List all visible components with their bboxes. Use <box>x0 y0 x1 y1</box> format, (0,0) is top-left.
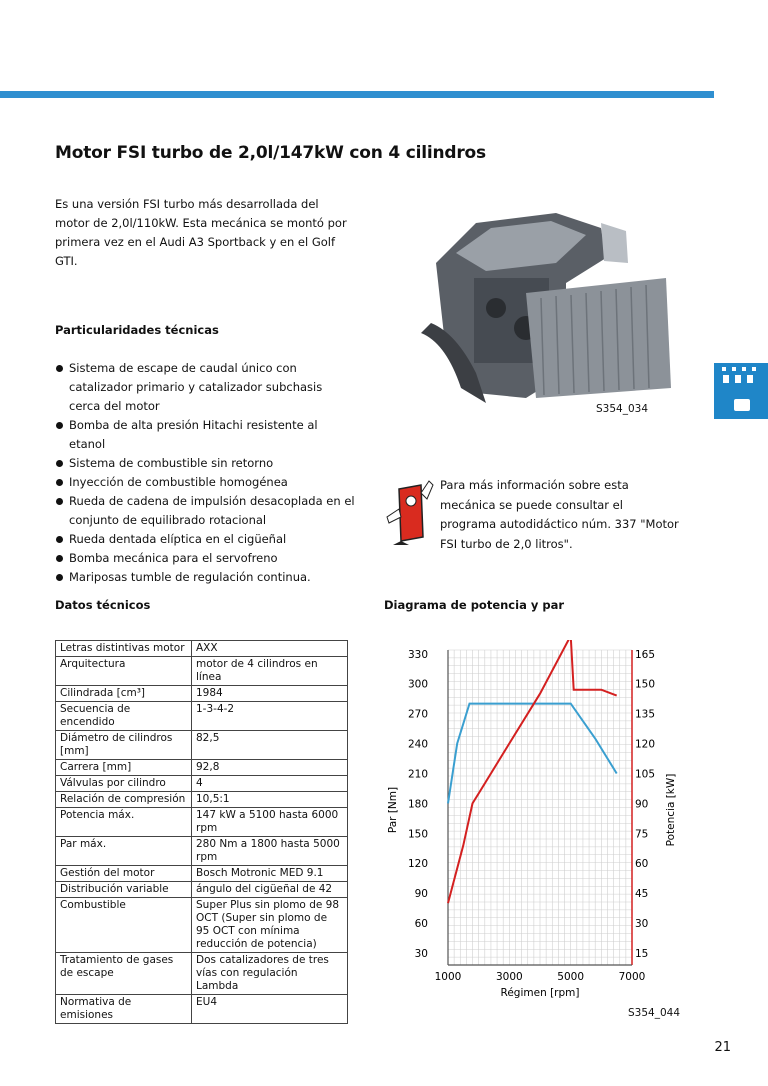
y2-tick-label: 45 <box>635 888 649 901</box>
list-item: Rueda dentada elíptica en el cigüeñal <box>55 530 355 549</box>
x-tick-label: 5000 <box>557 971 585 983</box>
y-tick-label: 180 <box>407 798 428 811</box>
y-tick-label: 60 <box>414 918 428 931</box>
section-tab <box>714 363 768 419</box>
y2-tick-label: 105 <box>635 768 656 781</box>
y2-axis-label: Potencia [kW] <box>665 773 677 847</box>
table-row: Secuencia de encendido 1-3-4-2 <box>56 702 348 731</box>
intro-paragraph: Es una versión FSI turbo más desarrollada del motor de 2,0l/110kW. Esta mecánica se montó por primera vez en el Audi A3 Sportback y en el Golf GTI. <box>55 197 347 268</box>
x-tick-label: 7000 <box>618 971 646 983</box>
list-item: Sistema de escape de caudal único con catalizador primario y catalizador subchasis cerca del motor <box>55 359 355 416</box>
table-row: Letras distintivas motor AXX <box>56 641 348 657</box>
y2-tick-label: 15 <box>635 948 649 960</box>
info-mascot-icon <box>383 475 435 547</box>
table-row: Distribución variable ángulo del cigüeñal de 42 <box>56 882 348 898</box>
y-tick-label: 240 <box>407 738 428 751</box>
info-note: Para más información sobre esta mecánica se puede consultar el programa autodidáctico núm. 337 "Motor FSI turbo de 2,0 litros". <box>440 478 679 551</box>
top-accent-bar <box>0 91 714 98</box>
y-tick-label: 30 <box>414 948 428 960</box>
power-curve <box>448 640 617 903</box>
table-row: Diámetro de cilindros [mm] 82,5 <box>56 731 348 760</box>
table-row: Válvulas por cilindro 4 <box>56 776 348 792</box>
table-row: Gestión del motor Bosch Motronic MED 9.1 <box>56 866 348 882</box>
table-row: Par máx. 280 Nm a 1800 hasta 5000 rpm <box>56 837 348 866</box>
chart-figure-caption: S354_044 <box>628 1007 680 1019</box>
table-row: Potencia máx. 147 kW a 5100 hasta 6000 rpm <box>56 808 348 837</box>
engine-figure-caption: S354_034 <box>596 403 648 415</box>
power-torque-chart <box>380 640 690 1000</box>
specs-table <box>55 640 348 1024</box>
table-row: Cilindrada [cm³] 1984 <box>56 686 348 702</box>
y2-tick-label: 135 <box>635 708 656 721</box>
features-list <box>55 359 355 587</box>
torque-curve <box>448 704 617 804</box>
y2-tick-label: 60 <box>635 858 649 871</box>
y2-tick-label: 90 <box>635 798 649 811</box>
list-item: Rueda de cadena de impulsión desacoplada en el conjunto de equilibrado rotacional <box>55 492 355 530</box>
specs-heading: Datos técnicos <box>55 598 151 612</box>
y2-tick-label: 120 <box>635 738 656 751</box>
y-tick-label: 120 <box>407 858 428 871</box>
y-tick-label: 150 <box>407 828 428 841</box>
chart-heading: Diagrama de potencia y par <box>384 598 564 612</box>
table-row: Combustible Super Plus sin plomo de 98 OCT (Super sin plomo de 95 OCT con mínima reducción de potencia) <box>56 898 348 953</box>
list-item: Sistema de combustible sin retorno <box>55 454 355 473</box>
table-row: Carrera [mm] 92,8 <box>56 760 348 776</box>
y-tick-label: 270 <box>407 708 428 721</box>
x-tick-label: 3000 <box>495 971 523 983</box>
engine-parts-icon <box>714 363 768 419</box>
list-item: Bomba de alta presión Hitachi resistente al etanol <box>55 416 355 454</box>
x-axis-label: Régimen [rpm] <box>500 987 580 999</box>
y2-tick-label: 165 <box>635 648 656 661</box>
table-row: Arquitectura motor de 4 cilindros en línea <box>56 657 348 686</box>
y-tick-label: 210 <box>407 768 428 781</box>
y-tick-label: 90 <box>414 888 428 901</box>
y2-tick-label: 75 <box>635 828 649 841</box>
table-row: Relación de compresión 10,5:1 <box>56 792 348 808</box>
x-tick-label: 1000 <box>434 971 462 983</box>
engine-illustration <box>416 183 678 413</box>
list-item: Mariposas tumble de regulación continua. <box>55 568 355 587</box>
page-number: 21 <box>714 1040 731 1055</box>
y-axis-label: Par [Nm] <box>387 786 399 834</box>
list-item: Inyección de combustible homogénea <box>55 473 355 492</box>
y-tick-label: 330 <box>407 648 428 661</box>
page-title: Motor FSI turbo de 2,0l/147kW con 4 cilindros <box>55 143 486 163</box>
list-item: Bomba mecánica para el servofreno <box>55 549 355 568</box>
y2-tick-label: 150 <box>635 678 656 691</box>
features-heading: Particularidades técnicas <box>55 323 219 337</box>
table-row: Normativa de emisiones EU4 <box>56 995 348 1024</box>
table-row: Tratamiento de gases de escape Dos catalizadores de tres vías con regulación Lambda <box>56 953 348 995</box>
y-tick-label: 300 <box>407 678 428 691</box>
y2-tick-label: 30 <box>635 918 649 931</box>
